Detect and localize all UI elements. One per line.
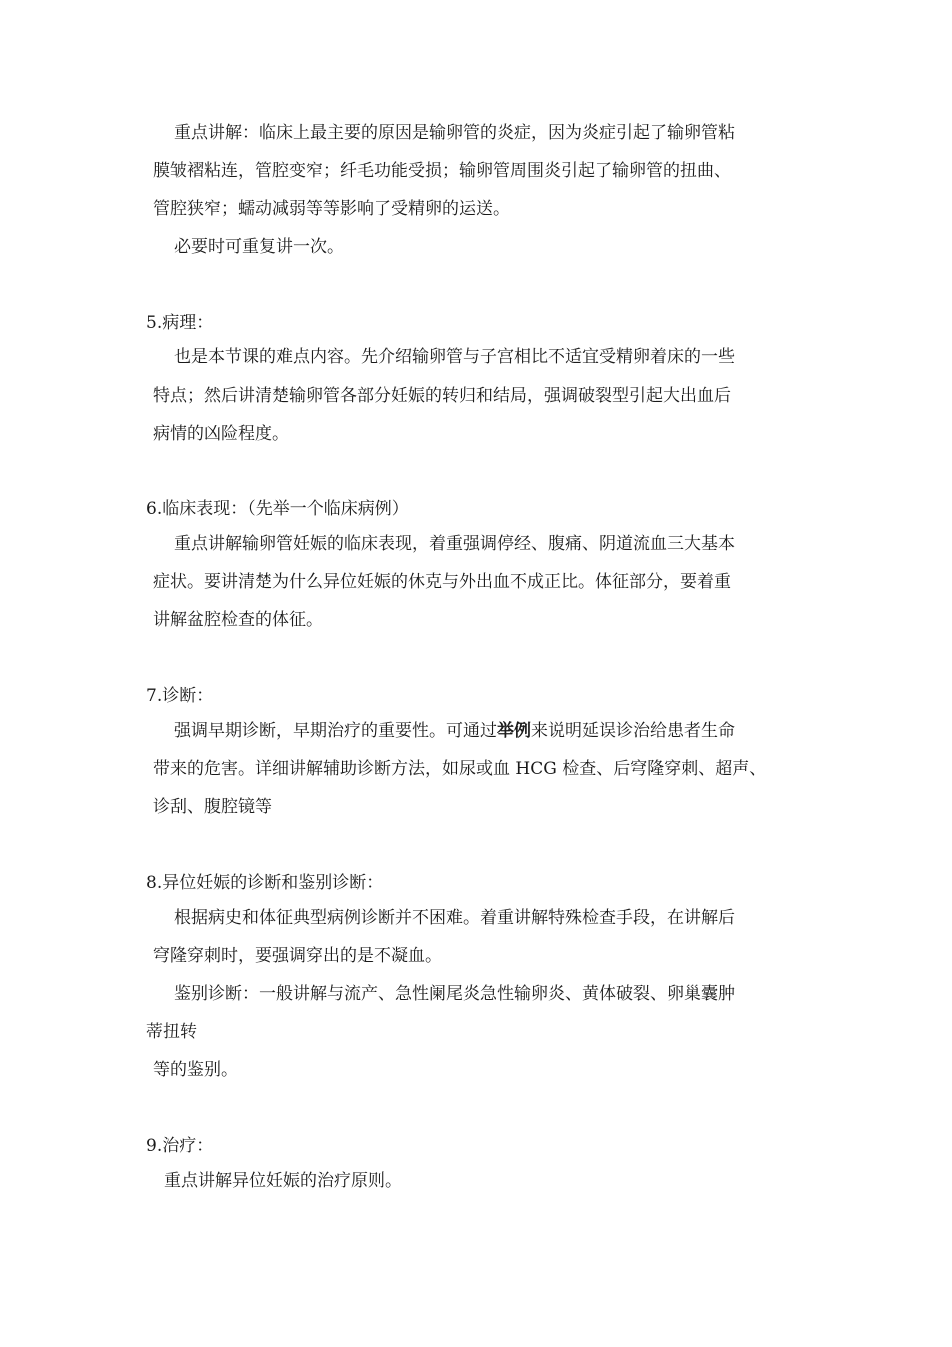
section-8-line-1: 根据病史和体征典型病例诊断并不困难。着重讲解特殊检查手段，在讲解后 [174, 908, 735, 928]
section-8-line-4: 蒂扭转 [146, 1022, 197, 1042]
section-7-line-3: 诊刮、腹腔镜等 [153, 797, 272, 817]
section-7-heading: 7.诊断： [146, 686, 214, 706]
section-8-heading: 8.异位妊娠的诊断和鉴别诊断： [146, 873, 384, 893]
section-8-line-2: 穹隆穿刺时，要强调穿出的是不凝血。 [153, 946, 442, 966]
section-5-heading: 5.病理： [146, 313, 214, 333]
section-6-heading: 6.临床表现：（先举一个临床病例） [146, 499, 409, 519]
intro-line-2: 膜皱褶粘连，管腔变窄；纤毛功能受损；输卵管周围炎引起了输卵管的扭曲、 [153, 161, 731, 181]
section-9-line-1: 重点讲解异位妊娠的治疗原则。 [164, 1171, 402, 1191]
section-5-line-1: 也是本节课的难点内容。先介绍输卵管与子宫相比不适宜受精卵着床的一些 [174, 347, 735, 367]
section-8-line-3: 鉴别诊断：一般讲解与流产、急性阑尾炎急性输卵炎、黄体破裂、卵巢囊肿 [174, 984, 735, 1004]
section-8-line-5: 等的鉴别。 [153, 1060, 238, 1080]
intro-line-3: 管腔狭窄；蠕动减弱等等影响了受精卵的运送。 [153, 199, 510, 219]
section-7-bold-example: 举例 [497, 721, 531, 741]
section-6-line-2: 症状。要讲清楚为什么异位妊娠的休克与外出血不成正比。体征部分，要着重 [153, 572, 731, 592]
section-7-line-1 [174, 719, 735, 743]
section-7-line-1-start: 强调早期诊断，早期治疗的重要性。可通过 [174, 721, 497, 741]
section-6-line-1: 重点讲解输卵管妊娠的临床表现，着重强调停经、腹痛、阴道流血三大基本 [174, 534, 735, 554]
section-7-line-2: 带来的危害。详细讲解辅助诊断方法，如尿或血 HCG 检查、后穹隆穿刺、超声、 [153, 759, 767, 779]
intro-line-1: 重点讲解：临床上最主要的原因是输卵管的炎症，因为炎症引起了输卵管粘 [174, 123, 735, 143]
section-9-heading: 9.治疗： [146, 1136, 214, 1156]
intro-note: 必要时可重复讲一次。 [174, 237, 344, 257]
section-6-line-3: 讲解盆腔检查的体征。 [153, 610, 323, 630]
section-7-line-1-end: 来说明延误诊治给患者生命 [531, 721, 735, 741]
section-5-line-3: 病情的凶险程度。 [153, 424, 289, 444]
section-5-line-2: 特点；然后讲清楚输卵管各部分妊娠的转归和结局，强调破裂型引起大出血后 [153, 386, 731, 406]
